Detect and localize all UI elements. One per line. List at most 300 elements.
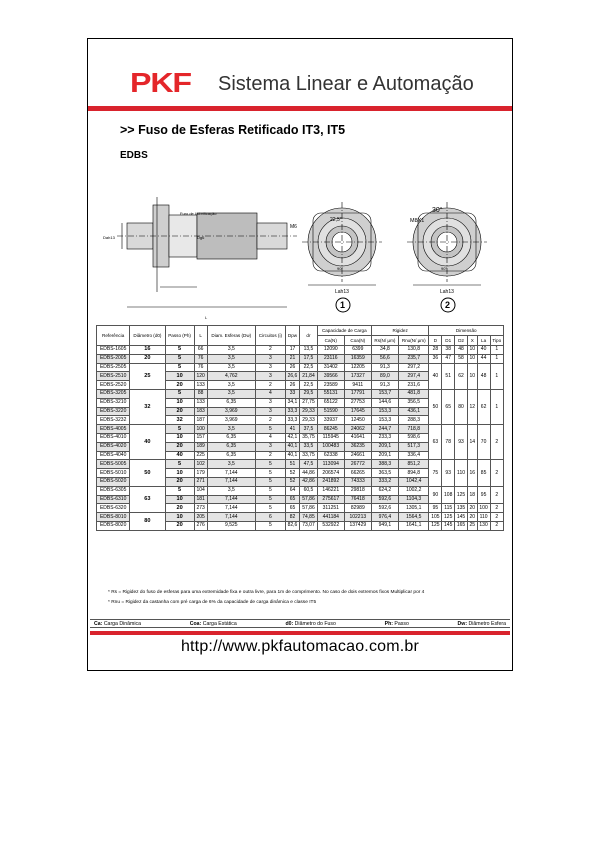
th-D1: D1 — [442, 336, 455, 346]
table-cell: 47 — [442, 354, 455, 363]
table-cell: 26772 — [344, 460, 371, 469]
table-cell: 241892 — [317, 477, 344, 486]
table-cell: 65 — [442, 389, 455, 424]
specs-body — [97, 346, 504, 531]
table-cell: 95 — [477, 486, 490, 504]
table-cell: 1641,1 — [399, 521, 429, 530]
table-cell: 20 — [165, 407, 194, 416]
table-cell: 38 — [442, 346, 455, 355]
m6-label: M6 — [290, 224, 297, 230]
table-cell: 624,2 — [371, 486, 398, 495]
table-cell: 86245 — [317, 425, 344, 434]
dah13-label: Dah13 — [103, 235, 115, 240]
table-cell: 29818 — [344, 486, 371, 495]
table-cell: 48 — [477, 363, 490, 389]
table-cell: 40,1 — [285, 442, 299, 451]
table-row — [97, 346, 504, 355]
table-cell: 93 — [455, 425, 468, 460]
table-cell: 6,35 — [207, 442, 256, 451]
table-cell: 976,4 — [371, 513, 398, 522]
table-cell: EDBS-2510 — [97, 372, 130, 381]
table-cell: 7,144 — [207, 495, 256, 504]
table-cell: 58 — [455, 354, 468, 363]
table-cell: 82 — [285, 513, 299, 522]
legend-ph: Ph: Passo — [384, 621, 409, 627]
table-row — [97, 460, 504, 469]
table-cell: 205 — [194, 513, 207, 522]
th-dpw: Dpw — [285, 326, 299, 346]
table-cell: 5 — [256, 425, 286, 434]
table-cell: 1 — [490, 354, 504, 363]
table-cell: 130 — [477, 521, 490, 530]
table-cell: 48 — [455, 346, 468, 355]
table-cell: 592,6 — [371, 504, 398, 513]
table-cell: 297,4 — [399, 372, 429, 381]
table-cell: 21 — [285, 354, 299, 363]
table-cell: 9411 — [344, 381, 371, 390]
table-cell: 5 — [256, 477, 286, 486]
table-cell: 517,3 — [399, 442, 429, 451]
table-cell: 74,85 — [300, 513, 318, 522]
th-D2: D2 — [455, 336, 468, 346]
table-cell: 65122 — [317, 398, 344, 407]
table-cell: 3 — [256, 354, 286, 363]
table-cell: EDBS-1605 — [97, 346, 130, 355]
table-cell: 2 — [256, 451, 286, 460]
table-row — [97, 513, 504, 522]
table-cell: 23116 — [317, 354, 344, 363]
table-cell: 57,86 — [300, 504, 318, 513]
table-cell: 93 — [442, 460, 455, 486]
table-cell: 76 — [194, 354, 207, 363]
table-cell: 388,3 — [371, 460, 398, 469]
table-cell: 2 — [256, 416, 286, 425]
m8-label: M8X1 — [410, 218, 425, 224]
table-cell: 1042,4 — [399, 477, 429, 486]
th-tipo: Tipo — [490, 336, 504, 346]
table-cell: 100 — [477, 504, 490, 513]
table-cell: 65 — [285, 495, 299, 504]
table-cell: 949,1 — [371, 521, 398, 530]
table-cell: 3 — [256, 407, 286, 416]
table-cell: 189 — [194, 442, 207, 451]
table-cell: EDBS-2505 — [97, 363, 130, 372]
table-cell: 55131 — [317, 389, 344, 398]
table-cell: 14 — [467, 425, 477, 460]
table-cell: 33,75 — [300, 451, 318, 460]
table-cell: 6,35 — [207, 398, 256, 407]
table-cell: 311251 — [317, 504, 344, 513]
table-cell: EDBS-6310 — [97, 495, 130, 504]
table-cell: 532922 — [317, 521, 344, 530]
table-cell: 74333 — [344, 477, 371, 486]
angle90-label: 90° — [337, 266, 344, 271]
lah13-label-1: Lah13 — [335, 289, 349, 295]
table-cell: 20 — [467, 504, 477, 513]
table-cell: 297,2 — [399, 363, 429, 372]
table-cell: 23589 — [317, 381, 344, 390]
table-cell: 2 — [490, 425, 504, 460]
view1-number: 1 — [340, 300, 346, 310]
th-dw: Diam. Esferas (Dw) — [207, 326, 256, 346]
table-cell: EDBS-3205 — [97, 389, 130, 398]
th-ref: Referência — [97, 326, 130, 346]
table-cell: 82,6 — [285, 521, 299, 530]
table-cell: 35,75 — [300, 433, 318, 442]
table-cell: 40 — [130, 425, 165, 460]
table-cell: 104 — [194, 486, 207, 495]
table-cell: 598,6 — [399, 433, 429, 442]
table-cell: 41 — [285, 425, 299, 434]
legend-ca: Ca: Carga Dinâmica — [94, 621, 142, 627]
table-cell: 592,6 — [371, 495, 398, 504]
th-rnu: Rnu(N/ µm) — [399, 336, 429, 346]
table-cell: 20 — [165, 381, 194, 390]
table-cell: 25 — [467, 521, 477, 530]
th-ca: Ca(N) — [317, 336, 344, 346]
table-cell: 73,07 — [300, 521, 318, 530]
table-cell: 133 — [194, 398, 207, 407]
table-cell: EDBS-8010 — [97, 513, 130, 522]
table-cell: 17327 — [344, 372, 371, 381]
table-cell: 9,525 — [207, 521, 256, 530]
table-cell: 50 — [429, 389, 442, 424]
notes — [108, 588, 508, 608]
table-cell: 133 — [194, 381, 207, 390]
table-cell: 3 — [256, 372, 286, 381]
table-cell: 206574 — [317, 469, 344, 478]
table-cell: 110 — [477, 513, 490, 522]
table-cell: 115945 — [317, 433, 344, 442]
table-cell: 91,3 — [371, 363, 398, 372]
table-cell: 1564,5 — [399, 513, 429, 522]
table-cell: 3,5 — [207, 425, 256, 434]
table-row — [97, 425, 504, 434]
table-cell: 233,3 — [371, 433, 398, 442]
table-cell: 10 — [467, 363, 477, 389]
table-cell: 137429 — [344, 521, 371, 530]
header-divider — [88, 106, 512, 111]
table-cell: 2 — [256, 381, 286, 390]
table-cell: 32 — [130, 389, 165, 424]
legend-dw: Dw: Diâmetro Esfera — [457, 621, 506, 627]
table-cell: 17,5 — [300, 354, 318, 363]
table-cell: 33,5 — [300, 442, 318, 451]
view2-number: 2 — [445, 300, 451, 310]
table-cell: 29,33 — [300, 407, 318, 416]
table-cell: 181 — [194, 495, 207, 504]
table-cell: 3,5 — [207, 363, 256, 372]
table-cell: 288,3 — [399, 416, 429, 425]
table-cell: 22,5 — [300, 381, 318, 390]
table-cell: 2 — [490, 513, 504, 522]
table-cell: 231,6 — [399, 381, 429, 390]
table-cell: 125 — [455, 486, 468, 504]
table-cell: 33,3 — [285, 407, 299, 416]
table-cell: 183 — [194, 407, 207, 416]
lub-label: Furo de Lubrificação — [180, 211, 217, 216]
table-cell: 5 — [256, 495, 286, 504]
table-cell: 100 — [194, 425, 207, 434]
table-cell: 42,86 — [300, 477, 318, 486]
table-cell: 12450 — [344, 416, 371, 425]
table-cell: 60,5 — [300, 486, 318, 495]
table-cell: 95 — [429, 504, 442, 513]
th-l: L — [194, 326, 207, 346]
table-cell: 78 — [442, 425, 455, 460]
table-cell: 5 — [165, 460, 194, 469]
table-cell: 7,144 — [207, 477, 256, 486]
table-cell: 276 — [194, 521, 207, 530]
table-cell: 125 — [442, 513, 455, 522]
table-cell: EDBS-2005 — [97, 354, 130, 363]
th-rig: Rigidez — [371, 326, 429, 336]
table-cell: 36 — [429, 354, 442, 363]
table-cell: 356,5 — [399, 398, 429, 407]
th-circ: Circuitos (i) — [256, 326, 286, 346]
table-cell: 80 — [455, 389, 468, 424]
table-row — [97, 486, 504, 495]
table-cell: 436,1 — [399, 407, 429, 416]
table-cell: 153,3 — [371, 407, 398, 416]
table-cell: 40 — [165, 451, 194, 460]
angle1-label: 22,5° — [330, 217, 342, 223]
table-cell: 40 — [429, 363, 442, 389]
table-cell: 10 — [165, 398, 194, 407]
table-cell: 363,5 — [371, 469, 398, 478]
table-cell: 16 — [467, 460, 477, 486]
table-cell: 3,969 — [207, 416, 256, 425]
table-cell: 88 — [194, 389, 207, 398]
table-row — [97, 363, 504, 372]
table-cell: 12205 — [344, 363, 371, 372]
table-cell: 57,86 — [300, 495, 318, 504]
table-cell: 70 — [477, 425, 490, 460]
table-cell: 34,1 — [285, 398, 299, 407]
table-cell: 113094 — [317, 460, 344, 469]
table-cell: 153,3 — [371, 416, 398, 425]
legend-coa: Coa: Carga Estática — [189, 621, 237, 627]
table-cell: 481,8 — [399, 389, 429, 398]
table-cell: 90 — [429, 486, 442, 504]
table-cell: 273 — [194, 504, 207, 513]
table-cell: 102 — [194, 460, 207, 469]
specs-table — [96, 325, 504, 531]
table-cell: 33,3 — [285, 416, 299, 425]
th-D: D — [429, 336, 442, 346]
table-cell: 718,8 — [399, 425, 429, 434]
angle2-label: 30° — [432, 207, 443, 214]
table-cell: EDBS-4020 — [97, 442, 130, 451]
table-cell: 32 — [165, 416, 194, 425]
table-cell: 76418 — [344, 495, 371, 504]
table-cell: 21,84 — [300, 372, 318, 381]
table-cell: 62 — [455, 363, 468, 389]
table-cell: 7,144 — [207, 469, 256, 478]
table-cell: 4 — [256, 389, 286, 398]
table-cell: 17 — [285, 346, 299, 355]
table-cell: EDBS-5010 — [97, 469, 130, 478]
table-cell: 37,5 — [300, 425, 318, 434]
table-cell: 24661 — [344, 451, 371, 460]
table-cell: 17791 — [344, 389, 371, 398]
table-cell: 333,2 — [371, 477, 398, 486]
table-cell: 3 — [256, 442, 286, 451]
table-cell: 33937 — [317, 416, 344, 425]
table-row — [97, 354, 504, 363]
table-cell: 13,5 — [300, 346, 318, 355]
table-cell: 1 — [490, 363, 504, 389]
table-cell: EDBS-4040 — [97, 451, 130, 460]
table-cell: 50 — [130, 460, 165, 486]
table-cell: 10 — [165, 433, 194, 442]
table-cell: 52 — [285, 477, 299, 486]
tagline: Sistema Linear e Automação — [218, 73, 474, 95]
table-cell: 851,2 — [399, 460, 429, 469]
table-cell: 28 — [429, 346, 442, 355]
dg6-label: Dg6 — [197, 235, 205, 240]
th-passo: Passo (Ph) — [165, 326, 194, 346]
table-cell: 91,3 — [371, 381, 398, 390]
table-cell: 44,86 — [300, 469, 318, 478]
table-cell: 894,8 — [399, 469, 429, 478]
table-cell: EDBS-6305 — [97, 486, 130, 495]
table-cell: 5 — [256, 460, 286, 469]
th-rs: Rs(N/ µm) — [371, 336, 398, 346]
table-cell: 1305,1 — [399, 504, 429, 513]
table-cell: 20 — [467, 513, 477, 522]
table-cell: 5 — [165, 486, 194, 495]
table-cell: 5 — [165, 363, 194, 372]
table-cell: 275617 — [317, 495, 344, 504]
table-cell: 5 — [165, 346, 194, 355]
table-cell: 157 — [194, 433, 207, 442]
angle90-label-2: 90° — [441, 266, 448, 271]
table-cell: 6,35 — [207, 433, 256, 442]
table-cell: 17645 — [344, 407, 371, 416]
table-cell: 110 — [455, 460, 468, 486]
table-cell: 3,5 — [207, 486, 256, 495]
table-cell: 3,969 — [207, 407, 256, 416]
table-cell: 20 — [165, 521, 194, 530]
table-cell: 2 — [256, 346, 286, 355]
table-cell: 235,7 — [399, 354, 429, 363]
footer-url[interactable]: http://www.pkfautomacao.com.br — [180, 638, 420, 655]
table-cell: EDBS-4010 — [97, 433, 130, 442]
page-frame — [87, 38, 513, 671]
table-cell: EDBS-6320 — [97, 504, 130, 513]
table-cell: 5 — [256, 521, 286, 530]
table-cell: 3 — [256, 398, 286, 407]
table-cell: 66265 — [344, 469, 371, 478]
th-diam: Diâmetro (d0) — [130, 326, 165, 346]
table-cell: 6,35 — [207, 451, 256, 460]
table-cell: 36235 — [344, 442, 371, 451]
table-cell: 20 — [165, 477, 194, 486]
table-cell: 2 — [490, 504, 504, 513]
table-cell: 76 — [194, 363, 207, 372]
table-cell: 3,5 — [207, 354, 256, 363]
length-label: L — [205, 315, 208, 320]
table-cell: 66 — [194, 346, 207, 355]
table-cell: 3,5 — [207, 460, 256, 469]
table-cell: 1 — [490, 346, 504, 355]
table-cell: 10 — [165, 513, 194, 522]
table-cell: 105 — [429, 513, 442, 522]
table-cell: 1104,3 — [399, 495, 429, 504]
table-cell: 20 — [165, 504, 194, 513]
th-dim: Dimensão — [429, 326, 504, 336]
table-cell: 41641 — [344, 433, 371, 442]
table-cell: 34,8 — [371, 346, 398, 355]
table-cell: 187 — [194, 416, 207, 425]
table-cell: EDBS-3210 — [97, 398, 130, 407]
table-cell: 336,4 — [399, 451, 429, 460]
table-cell: 225 — [194, 451, 207, 460]
table-cell: 7,144 — [207, 513, 256, 522]
table-cell: 125 — [429, 521, 442, 530]
table-cell: 75 — [429, 460, 442, 486]
table-cell: EDBS-8020 — [97, 521, 130, 530]
table-row — [97, 389, 504, 398]
table-cell: 40 — [477, 346, 490, 355]
table-cell: 1 — [490, 389, 504, 424]
table-cell: 47,5 — [300, 460, 318, 469]
table-cell: 5 — [256, 504, 286, 513]
table-cell: 44 — [477, 354, 490, 363]
table-cell: 100483 — [317, 442, 344, 451]
pkf-logo: PKF — [130, 67, 191, 98]
table-cell: EDBS-5020 — [97, 477, 130, 486]
table-cell: 5 — [256, 469, 286, 478]
table-cell: 120 — [194, 372, 207, 381]
table-cell: 51 — [285, 460, 299, 469]
table-cell: 1002,2 — [399, 486, 429, 495]
legend — [90, 619, 510, 628]
table-cell: 16359 — [344, 354, 371, 363]
table-cell: 27753 — [344, 398, 371, 407]
table-cell: 3,5 — [207, 389, 256, 398]
model-code: EDBS — [120, 150, 148, 161]
table-cell: 5 — [256, 486, 286, 495]
table-cell: 10 — [165, 495, 194, 504]
th-cap: Capacidade de Carga — [317, 326, 371, 336]
table-cell: 85 — [477, 460, 490, 486]
table-cell: 145 — [455, 513, 468, 522]
table-cell: 102213 — [344, 513, 371, 522]
th-dr: dr — [300, 326, 318, 346]
table-cell: 12 — [467, 389, 477, 424]
table-cell: 2 — [490, 486, 504, 504]
table-cell: 6 — [256, 513, 286, 522]
table-cell: 16 — [130, 346, 165, 355]
table-cell: 24062 — [344, 425, 371, 434]
table-cell: 56,6 — [371, 354, 398, 363]
table-cell: 65 — [285, 504, 299, 513]
table-cell: 26 — [285, 381, 299, 390]
table-cell: 62338 — [317, 451, 344, 460]
footer-divider — [90, 631, 510, 635]
table-cell: EDBS-2520 — [97, 381, 130, 390]
table-cell: 5 — [165, 354, 194, 363]
table-cell: 42,1 — [285, 433, 299, 442]
table-cell: 31402 — [317, 363, 344, 372]
note-rnu: * Rnu = Rigidez da castanha com pré carga de 6% da capacidade de carga dinâmica e classe IT5 — [108, 600, 317, 605]
table-cell: 10 — [165, 372, 194, 381]
table-cell: 51 — [442, 363, 455, 389]
table-cell: 29,5 — [300, 389, 318, 398]
table-cell: EDBS-3232 — [97, 416, 130, 425]
